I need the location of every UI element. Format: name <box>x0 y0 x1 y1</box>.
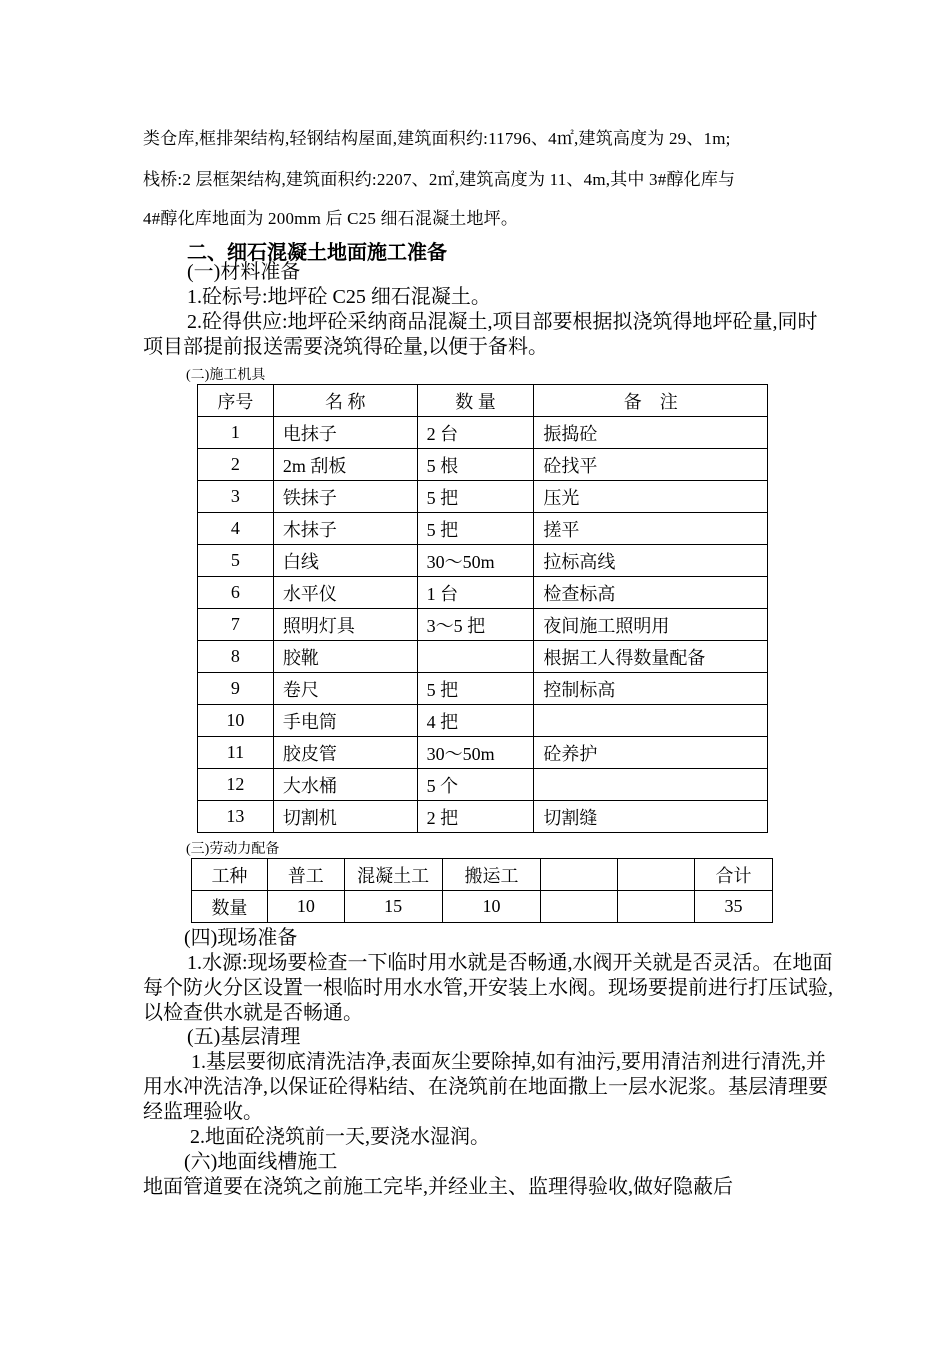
table-cell: 控制标高 <box>534 673 768 705</box>
labor-cell <box>541 859 618 891</box>
table-cell: 6 <box>198 577 274 609</box>
base-paragraph-1: 1.基层要彻底清洗洁净,表面灰尘要除掉,如有油污,要用清洁剂进行清洗,并用水冲洗洁净,以保证砼得粘结、在浇筑前在地面撒上一层水泥浆。基层清理要经监理验收。 <box>143 1051 828 1123</box>
table-cell: 水平仪 <box>273 577 417 609</box>
table-cell: 2 台 <box>417 417 534 449</box>
base-heading: (五)基层清理 <box>187 1026 301 1048</box>
table-cell: 3 <box>198 481 274 513</box>
table-cell: 压光 <box>534 481 768 513</box>
table-cell: 搓平 <box>534 513 768 545</box>
table-cell: 电抹子 <box>273 417 417 449</box>
table-cell: 5 根 <box>417 449 534 481</box>
site-paragraph-1: 1.水源:现场要检查一下临时用水就是否畅通,水阀开关就是否灵活。在地面每个防火分区设置一根临时用水水管,开安装上水阀。现场要提前进行打压试验,以检查供水就是否畅通。 <box>143 952 833 1024</box>
table-cell: 拉标高线 <box>534 545 768 577</box>
table-row <box>198 673 768 705</box>
table-cell: 5 把 <box>417 481 534 513</box>
tools-table <box>197 384 768 833</box>
table-row <box>198 737 768 769</box>
tools-header-row <box>198 385 768 417</box>
table-cell <box>534 769 768 801</box>
labor-caption: (三)劳动力配备 <box>186 842 280 857</box>
table-cell: 12 <box>198 769 274 801</box>
table-cell: 30～50m <box>417 737 534 769</box>
table-cell: 砼找平 <box>534 449 768 481</box>
labor-cell: 混凝土工 <box>344 859 442 891</box>
table-row <box>198 577 768 609</box>
materials-heading: (一)材料准备 <box>187 261 301 283</box>
table-cell: 2 <box>198 449 274 481</box>
labor-cell <box>618 859 695 891</box>
table-cell: 切割机 <box>273 801 417 833</box>
intro-line-2: 栈桥:2 层框架结构,建筑面积约:2207、2㎡,建筑高度为 11、4m,其中 3#醇化库与 <box>143 170 736 189</box>
table-cell: 根据工人得数量配备 <box>534 641 768 673</box>
tools-caption: (二)施工机具 <box>186 368 266 383</box>
table-cell: 胶靴 <box>273 641 417 673</box>
table-cell: 白线 <box>273 545 417 577</box>
table-row <box>198 449 768 481</box>
materials-paragraph-2: 2.砼得供应:地坪砼采纳商品混凝土,项目部要根据拟浇筑得地坪砼量,同时项目部提前报送需要浇筑得砼量,以便于备料。 <box>143 311 818 358</box>
labor-cell: 工种 <box>192 859 268 891</box>
trench-heading: (六)地面线槽施工 <box>184 1151 338 1173</box>
labor-cell: 15 <box>344 891 442 923</box>
table-cell <box>534 705 768 737</box>
section-title: 二、细石混凝土地面施工准备 <box>187 242 447 264</box>
intro-line-3: 4#醇化库地面为 200mm 后 C25 细石混凝土地坪。 <box>143 209 519 228</box>
table-cell <box>417 641 534 673</box>
labor-row1 <box>192 859 773 891</box>
table-cell: 10 <box>198 705 274 737</box>
labor-cell: 10 <box>442 891 541 923</box>
intro-line-1: 类仓库,框排架结构,轻钢结构屋面,建筑面积约:11796、4㎡,建筑高度为 29、1m; <box>143 129 731 148</box>
table-row <box>198 609 768 641</box>
table-cell: 2m 刮板 <box>273 449 417 481</box>
table-cell: 9 <box>198 673 274 705</box>
table-cell: 卷尺 <box>273 673 417 705</box>
labor-cell: 普工 <box>267 859 344 891</box>
table-row <box>198 801 768 833</box>
table-cell: 夜间施工照明用 <box>534 609 768 641</box>
site-heading: (四)现场准备 <box>184 927 298 949</box>
table-cell: 铁抹子 <box>273 481 417 513</box>
labor-cell: 35 <box>695 891 773 923</box>
table-cell: 30～50m <box>417 545 534 577</box>
labor-row2 <box>192 891 773 923</box>
table-cell: 4 把 <box>417 705 534 737</box>
materials-paragraph-1: 1.砼标号:地坪砼 C25 细石混凝土。 <box>187 286 491 308</box>
labor-cell <box>541 891 618 923</box>
table-row <box>198 545 768 577</box>
labor-cell: 数量 <box>192 891 268 923</box>
table-row <box>198 513 768 545</box>
tools-header-cell: 数 量 <box>417 385 534 417</box>
table-cell: 胶皮管 <box>273 737 417 769</box>
table-cell: 5 把 <box>417 513 534 545</box>
table-cell: 切割缝 <box>534 801 768 833</box>
table-cell: 1 台 <box>417 577 534 609</box>
labor-cell: 10 <box>267 891 344 923</box>
table-row <box>198 641 768 673</box>
table-cell: 11 <box>198 737 274 769</box>
table-cell: 大水桶 <box>273 769 417 801</box>
tools-header-cell: 序号 <box>198 385 274 417</box>
table-row <box>198 769 768 801</box>
tools-header-cell: 备 注 <box>534 385 768 417</box>
table-cell: 砼养护 <box>534 737 768 769</box>
table-cell: 4 <box>198 513 274 545</box>
table-cell: 1 <box>198 417 274 449</box>
table-cell: 照明灯具 <box>273 609 417 641</box>
labor-cell: 搬运工 <box>442 859 541 891</box>
table-cell: 检查标高 <box>534 577 768 609</box>
table-row <box>198 705 768 737</box>
table-cell: 13 <box>198 801 274 833</box>
tools-header-cell: 名 称 <box>273 385 417 417</box>
table-cell: 7 <box>198 609 274 641</box>
table-cell: 5 <box>198 545 274 577</box>
table-cell: 木抹子 <box>273 513 417 545</box>
table-cell: 手电筒 <box>273 705 417 737</box>
table-cell: 3～5 把 <box>417 609 534 641</box>
base-paragraph-2: 2.地面砼浇筑前一天,要浇水湿润。 <box>190 1126 490 1148</box>
table-cell: 5 把 <box>417 673 534 705</box>
labor-table <box>191 858 773 923</box>
labor-cell: 合计 <box>695 859 773 891</box>
table-cell: 8 <box>198 641 274 673</box>
table-row <box>198 481 768 513</box>
labor-cell <box>618 891 695 923</box>
trench-paragraph-1: 地面管道要在浇筑之前施工完毕,并经业主、监理得验收,做好隐蔽后 <box>143 1176 733 1198</box>
table-row <box>198 417 768 449</box>
table-cell: 振捣砼 <box>534 417 768 449</box>
table-cell: 5 个 <box>417 769 534 801</box>
table-cell: 2 把 <box>417 801 534 833</box>
